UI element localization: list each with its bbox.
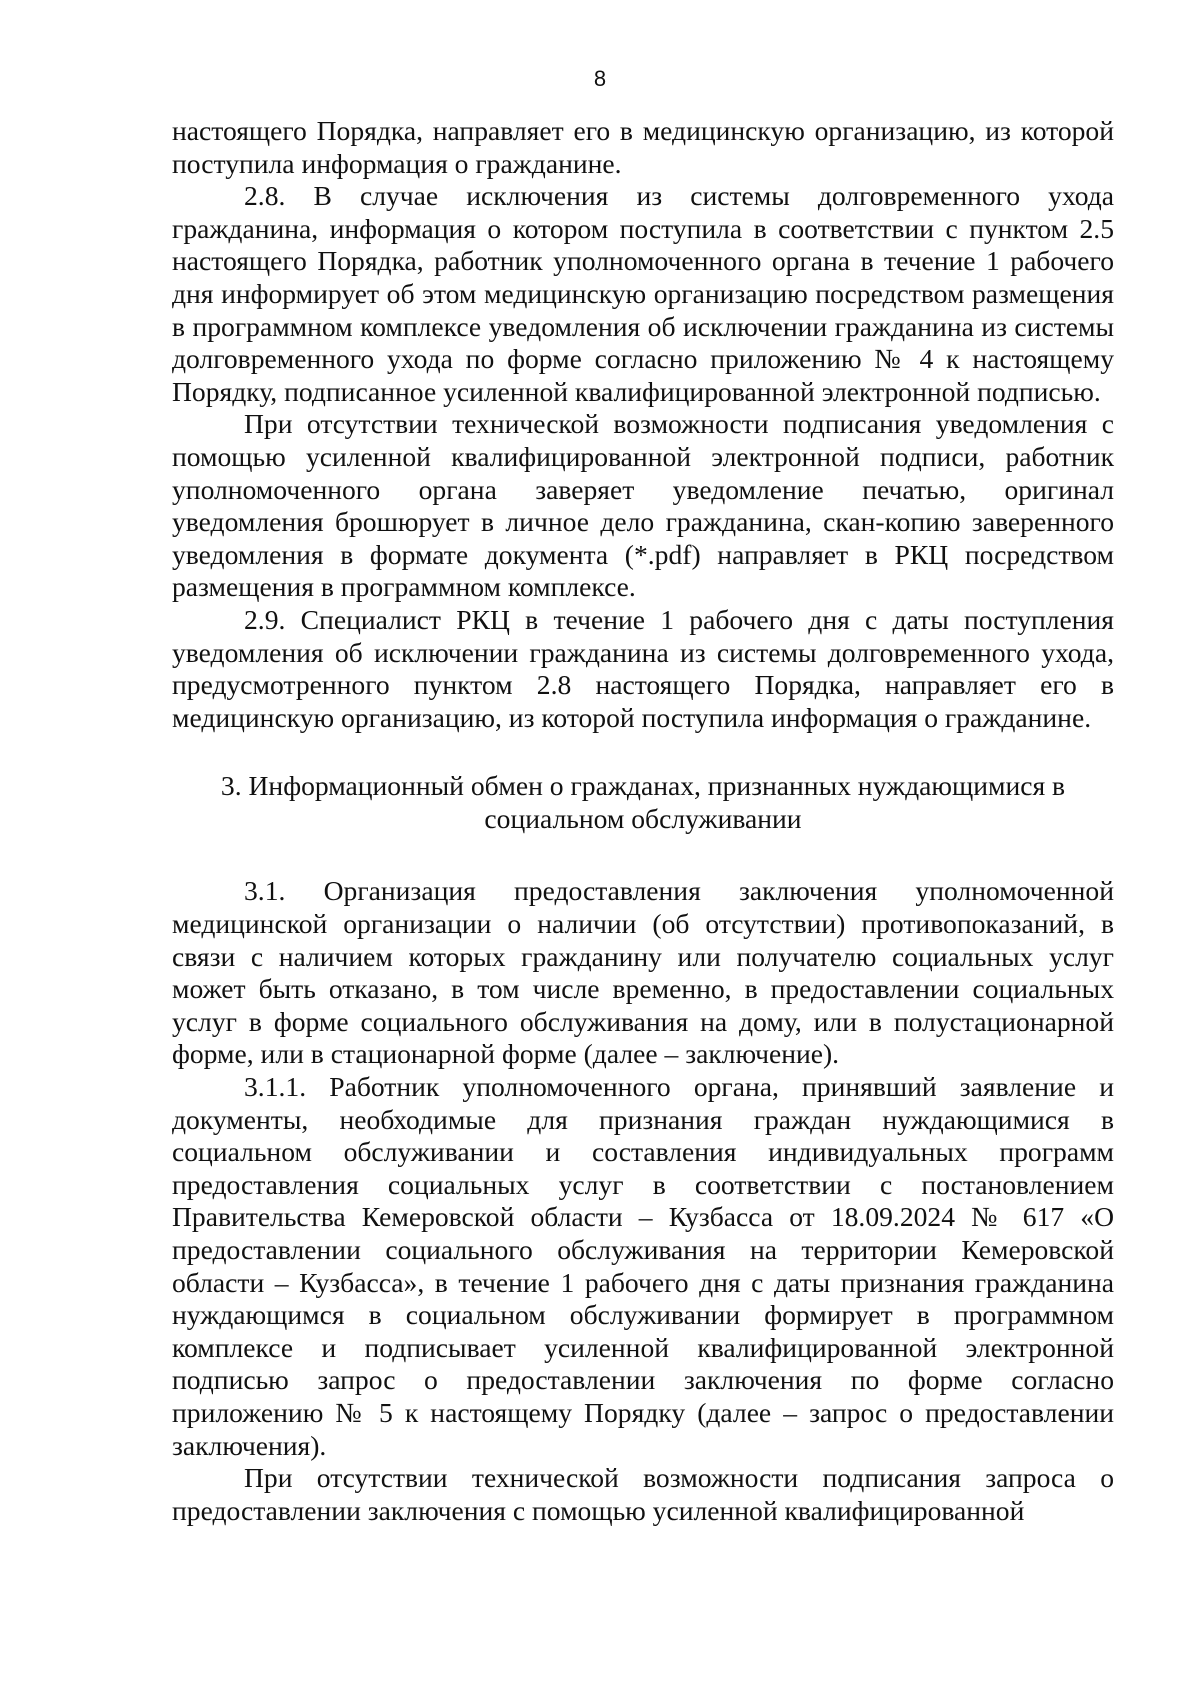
paragraph-signature-absence: При отсутствии технической возможности подписания уведомления с помощью усиленной квалифицированной электронной подписи, работник уполномоченного органа заверяет уведомление печатью, оригинал уведомления брошюрует в личное дело гражданина, скан-копию заверенного уведомления в формате документа (*.pdf) направляет в РКЦ посредством размещения в программном комплексе. xyxy=(172,408,1114,603)
paragraph-2-8: 2.8. В случае исключения из системы долговременного ухода гражданина, информация о котором поступила в соответствии с пунктом 2.5 настоящего Порядка, работник уполномоченного органа в течение 1 рабочего дня информирует об этом медицинскую организацию посредством размещения в программном комплексе уведомления об исключении гражданина из системы долговременного ухода по форме согласно приложению № 4 к настоящему Порядку, подписанное усиленной квалифицированной электронной подписью. xyxy=(172,180,1114,407)
document-body xyxy=(172,115,1114,1527)
section-3-title: 3. Информационный обмен о гражданах, признанных нуждающимися в социальном обслуживании xyxy=(220,770,1066,834)
paragraph-request-signature-absence: При отсутствии технической возможности подписания запроса о предоставлении заключения с помощью усиленной квалифицированной xyxy=(172,1462,1114,1526)
paragraph-3-1-1: 3.1.1. Работник уполномоченного органа, принявший заявление и документы, необходимые для признания граждан нуждающимися в социальном обслуживании и составления индивидуальных программ предоставления социальных услуг в соответствии с постановлением Правительства Кемеровской области – Кузбасса от 18.09.2024 № 617 «О предоставлении социального обслуживания на территории Кемеровской области – Кузбасса», в течение 1 рабочего дня с даты признания гражданина нуждающимся в социальном обслуживании формирует в программном комплексе и подписывает усиленной квалифицированной электронной подписью запрос о предоставлении заключения по форме согласно приложению № 5 к настоящему Порядку (далее – запрос о предоставлении заключения). xyxy=(172,1071,1114,1461)
paragraph-3-1: 3.1. Организация предоставления заключения уполномоченной медицинской организации о наличии (об отсутствии) противопоказаний, в связи с наличием которых гражданину или получателю социальных услуг может быть отказано, в том числе временно, в предоставлении социальных услуг в форме социального обслуживания на дому, или в полустационарной форме, или в стационарной форме (далее – заключение). xyxy=(172,875,1114,1070)
page-number: 8 xyxy=(593,66,607,91)
paragraph-continuation: настоящего Порядка, направляет его в медицинскую организацию, из которой поступила информация о гражданине. xyxy=(172,115,1114,179)
paragraph-2-9: 2.9. Специалист РКЦ в течение 1 рабочего дня с даты поступления уведомления об исключении гражданина из системы долговременного ухода, предусмотренного пунктом 2.8 настоящего Порядка, направляет его в медицинскую организацию, из которой поступила информация о гражданине. xyxy=(172,603,1114,733)
